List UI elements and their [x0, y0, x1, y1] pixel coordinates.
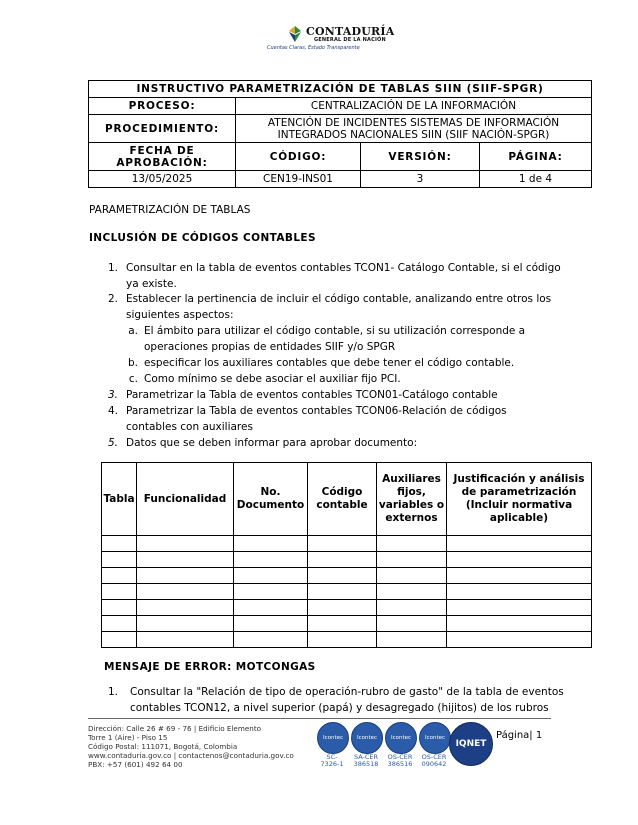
list-item-number: 1. [107, 262, 118, 274]
fecha-label [89, 143, 236, 171]
codigo-value: CEN19-INS01 [236, 171, 361, 188]
footer-address [88, 724, 294, 769]
footer-line: Dirección: Calle 26 # 69 - 76 | Edificio Elemento [88, 724, 262, 733]
sub-list-item-letter: a. [128, 325, 138, 337]
logo-name: CONTADURÍA [306, 25, 395, 38]
version-label: VERSIÓN: [361, 143, 480, 171]
cert-label: 386518 [353, 760, 379, 768]
list-item [100, 387, 591, 403]
procedimiento-value [236, 115, 592, 143]
footer-line: Código Postal: 111071, Bogotá, Colombia [88, 742, 238, 751]
sub-list-item [120, 355, 591, 371]
pagina-value: 1 de 4 [480, 171, 592, 188]
table-header: Justificación y análisis de parametrización (Incluir normativa aplicable) [447, 463, 592, 536]
cert-label: OS-CER [387, 753, 413, 761]
list-item-number: 2. [107, 293, 118, 305]
list-item [100, 291, 591, 323]
table-header: Código contable [308, 463, 377, 536]
footer-line: PBX: +57 (601) 492 64 00 [88, 760, 183, 769]
table-row [102, 600, 592, 616]
list-item [100, 260, 591, 292]
table-row [102, 584, 592, 600]
list-item-line: Parametrizar la Tabla de eventos contables TCON01-Catálogo contable [126, 389, 498, 401]
sub-list-item-line: El ámbito para utilizar el código contable, si su utilización corresponde a [144, 325, 526, 337]
document-header-table [88, 80, 592, 188]
list-item-line: Establecer la pertinencia de incluir el código contable, analizando entre otros los [126, 293, 552, 305]
logo-tagline: Cuentas Claras, Estado Transparente [267, 45, 360, 51]
list-item-number: 1. [107, 686, 118, 698]
cert-label: 7326-1 [320, 760, 344, 768]
error-title: MENSAJE DE ERROR: MOTCONGAS [104, 661, 316, 673]
list-item-line: ya existe. [126, 278, 177, 290]
sub-list-item-letter: c. [128, 373, 138, 385]
table-row [102, 632, 592, 648]
version-value: 3 [361, 171, 480, 188]
sub-list-item-line: especificar los auxiliares contables que debe tener el código contable. [144, 357, 515, 369]
footer-line[interactable]: www.contaduria.gov.co | contactenos@contaduria.gov.co [88, 751, 294, 760]
iqnet-seal-icon: IQNET [449, 722, 493, 766]
icontec-seal-icon: Icontec [351, 722, 383, 754]
list-item-line: contables con auxiliares [126, 421, 253, 433]
procedimiento-value-line2: INTEGRADOS NACIONALES SIIN (SIIF NACIÓN-SPGR) [277, 128, 550, 141]
list-item-number: 4. [107, 405, 118, 417]
footer-line: Torre 1 (Aire) - Piso 15 [88, 733, 168, 742]
list-item [100, 435, 591, 451]
sub-list-item-line: Como mínimo se debe asociar el auxiliar fijo PCI. [144, 373, 401, 385]
list-item-line: Consultar la "Relación de tipo de operación-rubro de gasto" de la tabla de eventos [130, 686, 564, 698]
logo-subtitle: GENERAL DE LA NACIÓN [314, 37, 386, 43]
icontec-seal-icon: Icontec [419, 722, 451, 754]
certification-badge [414, 722, 454, 768]
fecha-label-line2: APROBACIÓN: [116, 156, 208, 169]
list-item-number: 5. [107, 437, 118, 449]
table-row [102, 568, 592, 584]
page-number: Página| 1 [496, 730, 543, 741]
list-item-line: contables TCON12, a nivel superior (papá) y desagregado (hijitos) de los rubros [130, 702, 549, 714]
section-title: PARAMETRIZACIÓN DE TABLAS [89, 204, 251, 216]
pagina-label: PÁGINA: [480, 143, 592, 171]
table-row [102, 616, 592, 632]
error-list-item [100, 684, 591, 716]
list-item-line: Datos que se deben informar para aprobar documento: [126, 437, 418, 449]
table-header: Funcionalidad [137, 463, 234, 536]
cert-label: SA-CER [353, 753, 379, 761]
cert-label: 090642 [421, 760, 447, 768]
fecha-label-line1: FECHA DE [129, 144, 195, 157]
subsection-title: INCLUSIÓN DE CÓDIGOS CONTABLES [89, 232, 316, 244]
fecha-value: 13/05/2025 [89, 171, 236, 188]
table-row [102, 536, 592, 552]
proceso-value: CENTRALIZACIÓN DE LA INFORMACIÓN [236, 98, 592, 115]
icontec-seal-icon: Icontec [385, 722, 417, 754]
logo-mark-icon [288, 26, 302, 42]
sub-list-item [120, 371, 591, 387]
proceso-label: PROCESO: [89, 98, 236, 115]
cert-label: 386516 [387, 760, 413, 768]
sub-list-item-letter: b. [127, 357, 138, 369]
document-title: INSTRUCTIVO PARAMETRIZACIÓN DE TABLAS SIIN (SIIF-SPGR) [89, 81, 592, 98]
sub-list-item [120, 323, 591, 355]
list-item-line: siguientes aspectos: [126, 309, 234, 321]
cert-label: OS-CER [421, 753, 447, 761]
procedimiento-value-line1: ATENCIÓN DE INCIDENTES SISTEMAS DE INFORMACIÓN [267, 116, 560, 129]
table-header: Tabla [102, 463, 137, 536]
footer-divider [88, 718, 551, 719]
table-header: No. Documento [234, 463, 308, 536]
cert-label: SC- [326, 753, 338, 761]
organization-logo [262, 24, 402, 54]
icontec-seal-icon: Icontec [317, 722, 349, 754]
list-item-number: 3. [107, 389, 118, 401]
table-header: Auxiliares fijos, variables o externos [377, 463, 447, 536]
list-item [100, 403, 591, 435]
list-item-line: Parametrizar la Tabla de eventos contables TCON06-Relación de códigos [126, 405, 507, 417]
approval-data-table [101, 462, 592, 648]
table-row [102, 552, 592, 568]
procedimiento-label: PROCEDIMIENTO: [89, 115, 236, 143]
sub-list-item-line: operaciones propias de entidades SIIF y/o SPGR [144, 341, 396, 353]
list-item-line: Consultar en la tabla de eventos contables TCON1- Catálogo Contable, si el código [126, 262, 561, 274]
codigo-label: CÓDIGO: [236, 143, 361, 171]
